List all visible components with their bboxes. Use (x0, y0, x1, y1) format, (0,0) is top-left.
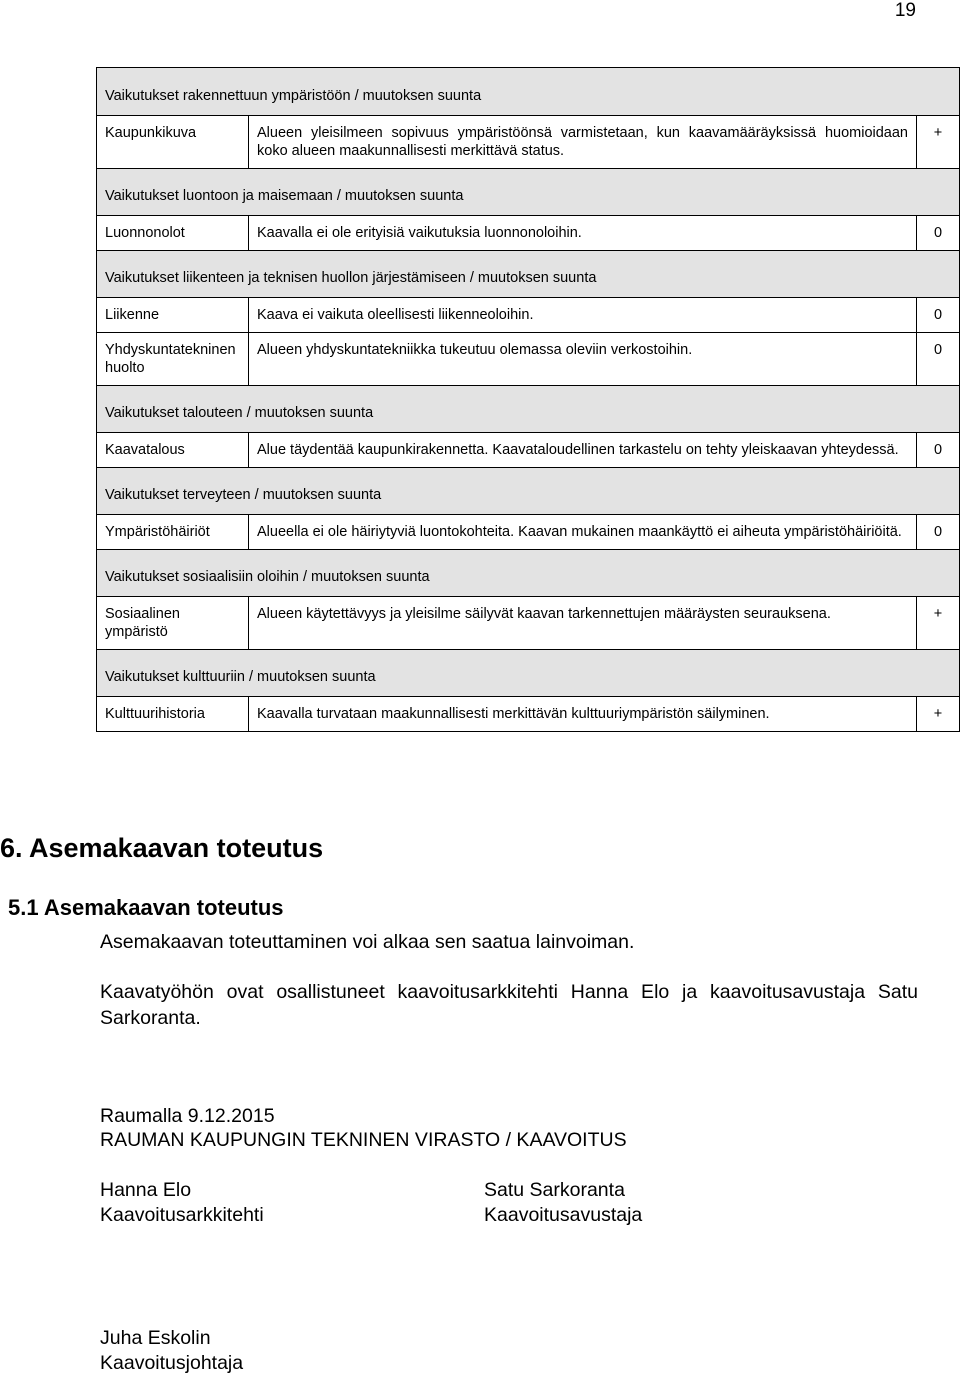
row-rating: + (917, 697, 960, 732)
row-description: Alueen yhdyskuntatekniikka tukeutuu olemassa oleviin verkostoihin. (249, 333, 917, 386)
signer-title: Kaavoitusarkkitehti (100, 1204, 264, 1226)
section-title: Vaikutukset rakennettuun ympäristöön / muutoksen suunta (97, 68, 960, 116)
section-header-row (97, 550, 960, 597)
table-row (97, 333, 960, 386)
paragraph: Kaavatyöhön ovat osallistuneet kaavoitusarkkitehti Hanna Elo ja kaavoitusavustaja Satu Sarkoranta. (100, 981, 918, 1029)
table-row (97, 216, 960, 251)
section-header-row (97, 650, 960, 697)
section-header-row (97, 386, 960, 433)
section-title: Vaikutukset talouteen / muutoksen suunta (97, 386, 960, 433)
row-rating: 0 (917, 216, 960, 251)
impact-assessment-table (96, 67, 960, 732)
signer-title: Kaavoitusavustaja (484, 1204, 643, 1226)
place-date: Raumalla 9.12.2015 (100, 1105, 275, 1127)
row-description: Kaava ei vaikuta oleellisesti liikenneoloihin. (249, 298, 917, 333)
section-title: Vaikutukset kulttuuriin / muutoksen suunta (97, 650, 960, 697)
row-description: Alueella ei ole häiriytyviä luontokohteita. Kaavan mukainen maankäyttö ei aiheuta ympäristöhäiriöitä. (249, 515, 917, 550)
row-rating: 0 (917, 433, 960, 468)
paragraph: Asemakaavan toteuttaminen voi alkaa sen saatua lainvoiman. (100, 931, 635, 953)
section-header-row (97, 68, 960, 116)
signer-name: Juha Eskolin (100, 1327, 211, 1349)
row-description: Kaavalla ei ole erityisiä vaikutuksia luonnonoloihin. (249, 216, 917, 251)
row-rating: 0 (917, 333, 960, 386)
row-label: Liikenne (97, 298, 249, 333)
row-rating: + (917, 116, 960, 169)
row-rating: + (917, 597, 960, 650)
section-title: Vaikutukset sosiaalisiin oloihin / muutoksen suunta (97, 550, 960, 597)
section-header-row (97, 468, 960, 515)
row-label: Kaavatalous (97, 433, 249, 468)
row-label: Yhdyskuntatekninen huolto (97, 333, 249, 386)
section-header-row (97, 251, 960, 298)
row-description: Alueen käytettävyys ja yleisilme säilyvät kaavan tarkennettujen määräysten seurauksena. (249, 597, 917, 650)
section-title: Vaikutukset terveyteen / muutoksen suunta (97, 468, 960, 515)
section-title: Vaikutukset luontoon ja maisemaan / muutoksen suunta (97, 169, 960, 216)
table-row (97, 298, 960, 333)
table-row (97, 597, 960, 650)
row-rating: 0 (917, 298, 960, 333)
office-name: RAUMAN KAUPUNGIN TEKNINEN VIRASTO / KAAVOITUS (100, 1129, 627, 1151)
table-row (97, 697, 960, 732)
row-label: Sosiaalinen ympäristö (97, 597, 249, 650)
section-heading: 5.1 Asemakaavan toteutus (8, 895, 284, 920)
row-description: Alueen yleisilmeen sopivuus ympäristöönsä varmistetaan, kun kaavamääräyksissä huomioidaan koko alueen maakunnallisesti merkittävä status. (249, 116, 917, 169)
signer-title: Kaavoitusjohtaja (100, 1352, 244, 1374)
row-description: Alue täydentää kaupunkirakennetta. Kaavataloudellinen tarkastelu on tehty yleiskaavan yhteydessä. (249, 433, 917, 468)
section-header-row (97, 169, 960, 216)
page-number: 19 (894, 0, 916, 21)
row-label: Kulttuurihistoria (97, 697, 249, 732)
chapter-heading: 6. Asemakaavan toteutus (0, 833, 324, 863)
section-title: Vaikutukset liikenteen ja teknisen huollon järjestämiseen / muutoksen suunta (97, 251, 960, 298)
row-rating: 0 (917, 515, 960, 550)
table-row (97, 116, 960, 169)
table-row (97, 515, 960, 550)
row-label: Luonnonolot (97, 216, 249, 251)
signer-name: Satu Sarkoranta (484, 1179, 625, 1201)
row-label: Ympäristöhäiriöt (97, 515, 249, 550)
table-row (97, 433, 960, 468)
row-label: Kaupunkikuva (97, 116, 249, 169)
row-description: Kaavalla turvataan maakunnallisesti merkittävän kulttuuriympäristön säilyminen. (249, 697, 917, 732)
signer-name: Hanna Elo (100, 1179, 192, 1201)
